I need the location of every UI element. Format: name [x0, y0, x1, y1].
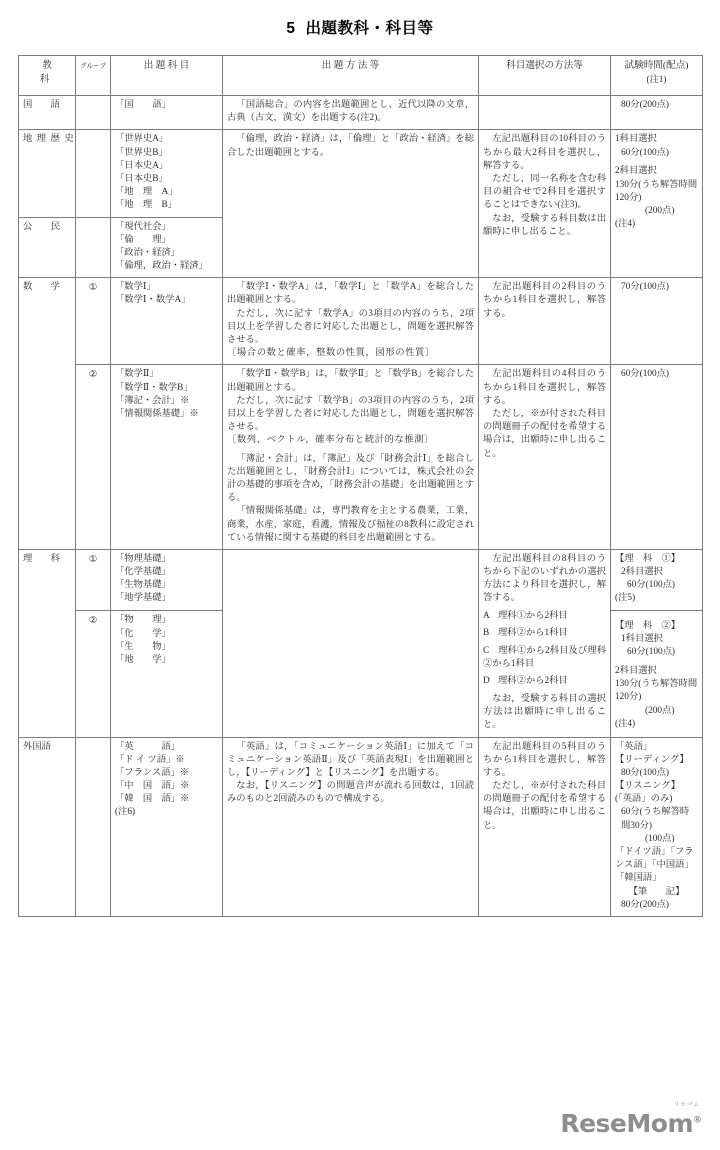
row-selection-kokugo [479, 96, 611, 130]
row-exam-subjects-komin: 「現代社会」 「倫 理」 「政治・経済」 「倫理，政治・経済」 [111, 217, 223, 278]
page-title [0, 16, 720, 38]
row-group-rika-2: ② [76, 611, 111, 737]
header-exam-method: 出 題 方 法 等 [223, 56, 479, 96]
row-selection-sugaku-2: 左記出題科目の4科目のうちから1科目を選択し，解答する。 ただし，※が付された科目の問題冊子の配付を希望する場合は，出願時に申し出ること。 [479, 365, 611, 550]
header-selection-method: 科目選択の方法等 [479, 56, 611, 96]
table-row-sugaku-2 [19, 365, 703, 550]
table-row-chirirekishi [19, 130, 703, 217]
row-exam-subjects-sugaku-2: 「数学Ⅱ」 「数学Ⅱ・数学B」 「簿記・会計」※ 「情報関係基礎」※ [111, 365, 223, 550]
row-time-rika-2: 【理 科 ②】 1科目選択 60分(100点) 2科目選択 130分(うち解答時間120分) (200点) (注4) [611, 611, 703, 737]
row-time-rika-1: 【理 科 ①】 2科目選択 60分(100点) (注5) [611, 549, 703, 610]
row-time-shakai: 1科目選択 60分(100点) 2科目選択 130分(うち解答時間120分) (200点) (注4) [611, 130, 703, 278]
row-method-shakai: 「倫理，政治・経済」は，「倫理」と「政治・経済」を総合した出題範囲とする。 [223, 130, 479, 278]
row-group-komin [76, 217, 111, 278]
row-exam-subjects-chirirekishi: 「世界史A」 「世界史B」 「日本史A」 「日本史B」 「地 理 A」 「地 理 B」 [111, 130, 223, 217]
page-title-number: 5 [286, 20, 296, 37]
row-subject-kokugo: 国 語 [19, 96, 76, 130]
selection-option-b: B 理科②から1科目 [483, 628, 568, 639]
row-subject-gaikokugo: 外国語 [19, 737, 76, 916]
row-subject-sugaku: 数 学 [19, 278, 76, 550]
row-group-kokugo [76, 96, 111, 130]
row-group-chirirekishi [76, 130, 111, 217]
row-exam-subjects-kokugo: 「国 語」 [111, 96, 223, 130]
table-row-kokugo [19, 96, 703, 130]
row-exam-subjects-rika-1: 「物理基礎」 「化学基礎」 「生物基礎」 「地学基礎」 [111, 549, 223, 610]
selection-tail-rika: なお，受験する科目の選択方法は出願時に申し出ること。 [483, 693, 606, 731]
table-row-gaikokugo [19, 737, 703, 916]
row-subject-komin: 公 民 [19, 217, 76, 278]
row-selection-gaikokugo: 左記出題科目の5科目のうちから1科目を選択し，解答する。 ただし，※が付された科目の問題冊子の配付を希望する場合は，出願時に申し出ること。 [479, 737, 611, 916]
subject-matrix-table [18, 55, 703, 917]
resemom-logo [560, 1102, 702, 1138]
row-time-sugaku-2: 60分(100点) [611, 365, 703, 550]
row-subject-rika: 理 科 [19, 549, 76, 737]
header-exam-subject: 出 題 科 目 [111, 56, 223, 96]
logo-trademark: ® [693, 1115, 702, 1126]
row-exam-subjects-rika-2: 「物 理」 「化 学」 「生 物」 「地 学」 [111, 611, 223, 737]
table-row-sugaku-1 [19, 278, 703, 365]
row-time-kokugo: 80分(200点) [611, 96, 703, 130]
selection-option-a: A 理科①から2科目 [483, 610, 568, 621]
row-method-rika [223, 549, 479, 737]
row-method-sugaku-1: 「数学Ⅰ・数学A」は，「数学Ⅰ」と「数学A」を総合した出題範囲とする。 ただし，次に記す「数学A」の3項目の内容のうち，2項目以上を学習した者に対応した出題とし，問題を選択解答させる。 〔場合の数と確率，整数の性質，図形の性質〕 [223, 278, 479, 365]
row-group-gaikokugo [76, 737, 111, 916]
row-group-sugaku-1: ① [76, 278, 111, 365]
header-exam-time: 試験時間(配点) (注1) [611, 56, 703, 96]
row-group-sugaku-2: ② [76, 365, 111, 550]
method-bracket-sugaku-2: 〔数列，ベクトル，確率分布と統計的な推測〕 [227, 435, 435, 446]
selection-option-c: C 理科①から2科目及び理科②から1科目 [483, 645, 606, 669]
row-subject-chirirekishi: 地理歴史 [19, 130, 76, 217]
row-selection-sugaku-1: 左記出題科目の2科目のうちから1科目を選択し，解答する。 [479, 278, 611, 365]
method-bracket-sugaku-1: 〔場合の数と確率，整数の性質，図形の性質〕 [227, 348, 435, 359]
row-method-gaikokugo: 「英語」は，「コミュニケーション英語Ⅰ」に加えて「コミュニケーション英語Ⅱ」及び「英語表現Ⅰ」を出題範囲とし，【リーディング】と【リスニング】を出題する。 なお，【リスニング】の問題音声が流れる回数は，1回読みのものと2回読みのもので構成する。 [223, 737, 479, 916]
row-selection-shakai: 左記出題科目の10科目のうちから最大2科目を選択し，解答する。 ただし，同一名称を含む科目の組合せで2科目を選択することはできない(注3)。 なお，受験する科目数は出願時に申し出ること。 [479, 130, 611, 278]
row-group-rika-1: ① [76, 549, 111, 610]
table-row-rika-1 [19, 549, 703, 610]
row-method-kokugo: 「国語総合」の内容を出題範囲とし、近代以降の文章，古典（古文，漢文）を出題する(注2)。 [223, 96, 479, 130]
row-exam-subjects-sugaku-1: 「数学Ⅰ」 「数学Ⅰ・数学A」 [111, 278, 223, 365]
row-method-sugaku-2: 「数学Ⅱ・数学B」は，「数学Ⅱ」と「数学B」を総合した出題範囲とする。 ただし，次に記す「数学B」の3項目の内容のうち，2項目以上を学習した者に対応した出題とし，問題を選択解答させる。 〔数列，ベクトル，確率分布と統計的な推測〕 「簿記・会計」は，「簿記」及び「財務会計Ⅰ」を総合した出題範囲とし，「財務会計Ⅰ」については，株式会社の会計の基礎的事項を含め，「財務会計の基礎」を出題範囲とする。 「情報関係基礎」は，専門教育を主とする農業，工業，商業，水産，家庭，看護，情報及び福祉の8教科に設定されている情報に関する基礎的科目を出題範囲とする。 [223, 365, 479, 550]
table-header-row [19, 56, 703, 96]
page-title-text: 出題教科・科目等 [305, 20, 434, 37]
row-exam-subjects-gaikokugo: 「英 語」 「ド イ ツ語」※ 「フランス語」※ 「中 国 語」※ 「韓 国 語」※ (注6) [111, 737, 223, 916]
selection-option-d: D 理科②から2科目 [483, 676, 568, 687]
logo-ruby: リセマム [674, 1102, 700, 1108]
header-subject: 教 科 [19, 56, 76, 96]
row-time-sugaku-1: 70分(100点) [611, 278, 703, 365]
row-selection-rika: 左記出題科目の8科目のうちから下記のいずれかの選択方法により科目を選択し，解答する。 A 理科①から2科目 B 理科②から1科目 C 理科①から2科目及び理科②から1科目 D 理科②から2科目 なお，受験する科目の選択方法は出願時に申し出ること。 [479, 549, 611, 737]
row-time-gaikokugo: 「英語」 【リーディング】 80分(100点) 【リスニング】 (「英語」のみ) 60分(うち解答時間30分) (100点) 「ドイツ語」「フランス語」「中国語」「韓国語」 【筆 記】 80分(200点) [611, 737, 703, 916]
logo-text: ReseMom [560, 1109, 693, 1138]
header-group: グループ [76, 56, 111, 96]
